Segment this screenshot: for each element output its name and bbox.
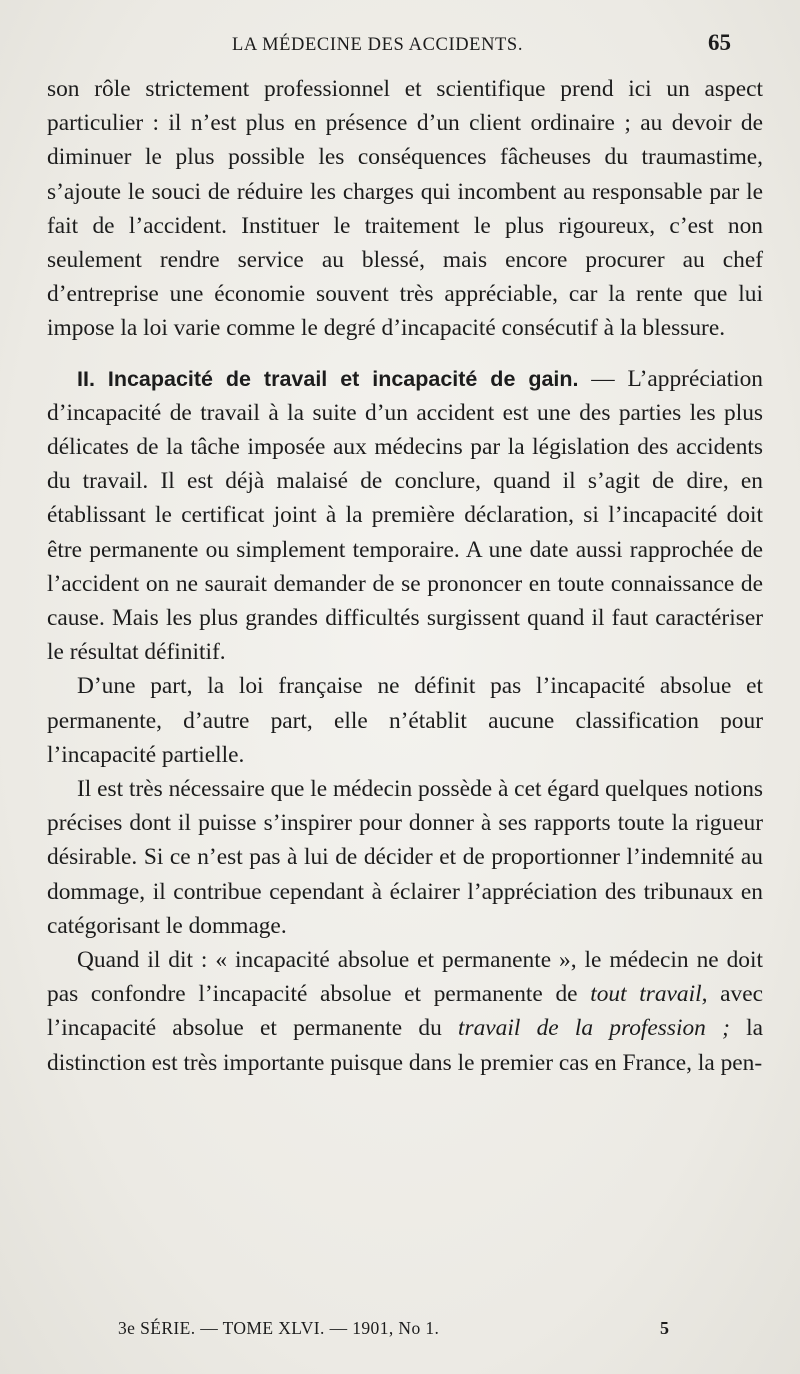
page-number: 65 (708, 30, 731, 55)
paragraph-continued: son rôle strictement professionnel et scientifique prend ici un aspect particulier : il n’est plus en présence d’un client ordinaire ; au devoir de diminuer le plus possible les conséquences fâcheuses du traumastime, s’ajoute le souci de réduire les charges qui incombent au responsable par le fait de l’accident. Instituer le traitement le plus rigoureux, c’est non seulement rendre service au blessé, mais encore procurer au chef d’entreprise une économie souvent très appréciable, car la rente que lui impose la loi varie comme le degré d’incapacité consécutif à la blessure. (47, 76, 763, 342)
page-footer (0, 1318, 800, 1348)
italic-phrase: travail de la profession ; (457, 1015, 730, 1042)
body-text (47, 72, 763, 1080)
paragraph (47, 943, 763, 1080)
paragraph-text: — L’appréciation d’incapacité de travail à la suite d’un accident est une des parties les plus délicates de la tâche imposée aux médecins par la législation des accidents du travail. Il est déjà malaisé de conclure, quand il s’agit de dire, en établissant le certificat joint à la première déclaration, si l’incapacité doit être permanente ou simplement temporaire. A une date aussi rapprochée de l’accident on ne saurait demander de se prononcer en toute connaissance de cause. Mais les plus grandes difficultés surgissent quand il faut caractériser le résultat définitif. (47, 365, 764, 666)
paragraph-section-ii (47, 362, 763, 670)
paragraph-text: Quand il dit : « incapacité absolue et permanente », le médecin ne doit pas confondre l’incapacité absolue et permanente de (47, 947, 763, 1008)
series-line: 3e SÉRIE. — TOME XLVI. — 1901, No 1. (118, 1318, 440, 1338)
paragraph-text: avec l’incapacité absolue et permanente du (47, 981, 763, 1042)
section-heading: II. Incapacité de travail et incapacité de gain. (77, 366, 579, 391)
running-head (0, 30, 800, 60)
paragraph: Il est très nécessaire que le médecin possède à cet égard quelques notions précises dont il puisse s’inspirer pour donner à ses rapports toute la rigueur désirable. Si ce n’est pas à lui de décider et de proportionner l’indemnité au dommage, il contribue cependant à éclairer l’appréciation des tribunaux en catégorisant le dommage. (47, 776, 763, 939)
paragraph-text: la distinction est très importante puisque dans le premier cas en France, la pen- (47, 1015, 763, 1076)
signature-mark: 5 (660, 1318, 669, 1338)
paragraph: D’une part, la loi française ne définit pas l’incapacité absolue et permanente, d’autre part, elle n’établit aucune classification pour l’incapacité partielle. (47, 673, 763, 768)
running-head-title: LA MÉDECINE DES ACCIDENTS. (232, 35, 524, 55)
italic-phrase: tout travail, (590, 981, 708, 1008)
